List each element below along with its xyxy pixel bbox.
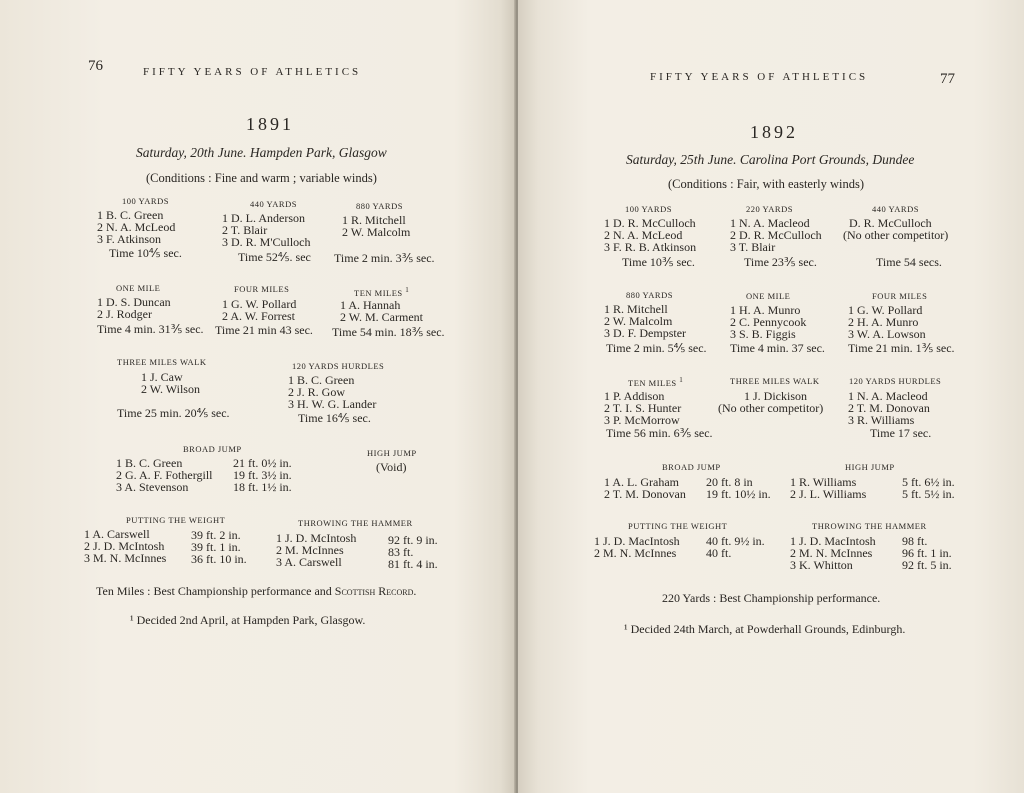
result-line: 2 J. D. McIntosh (84, 539, 165, 553)
event-title: THREE MILES WALK (117, 357, 207, 367)
result-mark: 18 ft. 1½ in. (233, 480, 292, 494)
result-line: 3 S. B. Figgis (730, 327, 796, 341)
event-time: Time 54 secs. (876, 255, 942, 269)
result-line: 1 R. Mitchell (604, 302, 668, 316)
result-line: 2 M. McInnes (276, 543, 344, 557)
event-title: FOUR MILES (872, 291, 928, 301)
event-time: Time 2 min. 3⅗ sec. (334, 251, 435, 265)
result-mark: 92 ft. 9 in. (388, 533, 438, 547)
result-mark: 40 ft. 9½ in. (706, 534, 765, 548)
result-line: 2 J. L. Williams (790, 487, 867, 501)
result-line: 3 P. McMorrow (604, 413, 680, 427)
event-time: Time 17 sec. (870, 426, 932, 440)
result-line: 3 D. R. M'Culloch (222, 235, 311, 249)
result-line: 2 D. R. McCulloch (730, 228, 822, 242)
result-line: 3 D. F. Dempster (604, 326, 687, 340)
result-line: 1 R. Williams (790, 475, 857, 489)
result-line: 3 T. Blair (730, 240, 776, 254)
event-title: 440 YARDS (872, 204, 919, 214)
result-line: 1 G. W. Pollard (848, 303, 923, 317)
result-mark: 20 ft. 8 in (706, 475, 753, 489)
result-line: 2 T. I. S. Hunter (604, 401, 682, 415)
result-line: 3 F. Atkinson (97, 232, 162, 246)
event-title: BROAD JUMP (662, 462, 721, 472)
record-note (96, 584, 416, 599)
result-line: (No other competitor) (718, 401, 824, 415)
event-title: HIGH JUMP (367, 448, 417, 458)
meeting-date-venue: Saturday, 20th June. Hampden Park, Glasgow (136, 145, 387, 160)
result-line: 2 T. Blair (222, 223, 268, 237)
result-line: 1 A. Carswell (84, 527, 150, 541)
event-time: Time 16⅘ sec. (298, 411, 371, 425)
event-time: Time 54 min. 18⅗ sec. (332, 325, 445, 339)
result-line: 2 A. W. Forrest (222, 309, 296, 323)
result-line: 1 A. L. Graham (604, 475, 679, 489)
page-number: 77 (940, 71, 955, 87)
result-mark: 39 ft. 2 in. (191, 528, 241, 542)
event-time: Time 25 min. 20⅘ sec. (117, 406, 230, 420)
result-line: 1 J. Dickison (744, 389, 807, 403)
event-title: HIGH JUMP (845, 462, 895, 472)
event-title: 100 YARDS (122, 196, 169, 206)
event-title: 880 YARDS (356, 201, 403, 211)
event-title (354, 286, 409, 298)
year-heading: 1891 (246, 114, 294, 134)
result-mark: 5 ft. 6½ in. (902, 475, 955, 489)
result-mark: 81 ft. 4 in. (388, 557, 438, 571)
right-page (518, 0, 1024, 793)
result-line: 1 J. D. McIntosh (276, 531, 357, 545)
record-note: 220 Yards : Best Championship performance. (662, 591, 881, 605)
result-line: 2 J. Rodger (97, 307, 152, 321)
event-time: Time 56 min. 6⅗ sec. (606, 426, 713, 440)
result-line: (No other competitor) (843, 228, 949, 242)
result-line: 2 T. M. Donovan (848, 401, 930, 415)
weather-conditions: (Conditions : Fair, with easterly winds) (668, 177, 865, 191)
event-title: ONE MILE (746, 291, 791, 301)
event-title: THROWING THE HAMMER (812, 521, 927, 531)
result-mark: 98 ft. (902, 534, 928, 548)
event-time: Time 10⅗ sec. (622, 255, 695, 269)
result-line: 2 M. N. McInnes (790, 546, 873, 560)
event-title: BROAD JUMP (183, 444, 242, 454)
result-mark: 92 ft. 5 in. (902, 558, 952, 572)
page-number: 76 (88, 58, 103, 74)
result-line: 1 J. Caw (141, 370, 183, 384)
result-line: 3 W. A. Lowson (848, 327, 926, 341)
result-line: 1 J. D. MacIntosh (594, 534, 680, 548)
event-time: Time 52⅘. sec (238, 250, 311, 264)
event-title: 100 YARDS (625, 204, 672, 214)
event-title: THREE MILES WALK (730, 376, 820, 386)
result-line: 1 B. C. Green (116, 456, 183, 470)
event-title: PUTTING THE WEIGHT (628, 521, 728, 531)
footnote-marker: 1 (679, 376, 684, 384)
result-line: 2 H. A. Munro (848, 315, 919, 329)
result-line: 1 D. R. McCulloch (604, 216, 696, 230)
result-mark: 19 ft. 10½ in. (706, 487, 771, 501)
result-line: 1 A. Hannah (340, 298, 401, 312)
result-line: 1 B. C. Green (97, 208, 164, 222)
result-line: 1 G. W. Pollard (222, 297, 297, 311)
result-line: 1 B. C. Green (288, 373, 355, 387)
result-mark: 39 ft. 1 in. (191, 540, 241, 554)
result-mark: 21 ft. 0½ in. (233, 456, 292, 470)
event-title: THROWING THE HAMMER (298, 518, 413, 528)
result-line: 1 H. A. Munro (730, 303, 801, 317)
result-line: 3 R. Williams (848, 413, 915, 427)
result-line: 2 W. Malcolm (604, 314, 673, 328)
event-title (628, 376, 683, 388)
meeting-date-venue: Saturday, 25th June. Carolina Port Grounds, Dundee (626, 152, 915, 167)
event-time: Time 2 min. 5⅘ sec. (606, 341, 707, 355)
result-line: 1 J. D. MacIntosh (790, 534, 876, 548)
result-mark: 96 ft. 1 in. (902, 546, 952, 560)
event-time: Time 23⅗ sec. (744, 255, 817, 269)
result-line: 2 T. M. Donovan (604, 487, 686, 501)
event-title: 120 YARDS HURDLES (849, 376, 942, 386)
event-title-text: TEN MILES (354, 287, 403, 298)
result-line: 2 N. A. McLeod (97, 220, 176, 234)
result-line: 1 P. Addison (604, 389, 665, 403)
result-mark: 83 ft. (388, 545, 414, 559)
event-time: Time 21 min 43 sec. (215, 323, 313, 337)
result-line: 2 J. R. Gow (288, 385, 346, 399)
result-line: 3 A. Carswell (276, 555, 342, 569)
event-title: PUTTING THE WEIGHT (126, 515, 226, 525)
result-line: 1 N. A. Macleod (730, 216, 810, 230)
result-line: (Void) (376, 460, 407, 474)
result-line: 2 W. Wilson (141, 382, 200, 396)
result-line: 1 D. S. Duncan (97, 295, 171, 309)
result-line: 1 D. L. Anderson (222, 211, 305, 225)
event-title: 220 YARDS (746, 204, 793, 214)
record-note-text: Ten Miles : Best Championship performance and (96, 584, 335, 598)
result-line: 2 W. Malcolm (342, 225, 411, 239)
result-line: 3 F. R. B. Atkinson (604, 240, 697, 254)
event-title: 440 YARDS (250, 199, 297, 209)
result-line: 3 H. W. G. Lander (288, 397, 377, 411)
result-line: 2 W. M. Carment (340, 310, 423, 324)
result-mark: 19 ft. 3½ in. (233, 468, 292, 482)
year-heading: 1892 (750, 122, 798, 142)
event-title-text: TEN MILES (628, 377, 677, 388)
result-mark: 36 ft. 10 in. (191, 552, 247, 566)
result-line: 3 K. Whitton (790, 558, 853, 572)
result-line: 1 N. A. Macleod (848, 389, 928, 403)
event-time: Time 4 min. 31⅗ sec. (97, 322, 204, 336)
result-line: 2 M. N. McInnes (594, 546, 677, 560)
weather-conditions: (Conditions : Fine and warm ; variable winds) (146, 171, 377, 185)
record-note-smallcaps: Scottish Record. (334, 584, 417, 598)
event-title: 880 YARDS (626, 290, 673, 300)
result-line: D. R. McCulloch (849, 216, 932, 230)
result-line: 3 A. Stevenson (116, 480, 189, 494)
result-mark: 40 ft. (706, 546, 732, 560)
running-head: FIFTY YEARS OF ATHLETICS (650, 71, 869, 83)
event-title: FOUR MILES (234, 284, 290, 294)
event-time: Time 10⅘ sec. (109, 246, 182, 260)
event-title: ONE MILE (116, 283, 161, 293)
footnote: ¹ Decided 2nd April, at Hampden Park, Glasgow. (130, 613, 366, 627)
result-line: 3 M. N. McInnes (84, 551, 167, 565)
result-line: 2 C. Pennycook (730, 315, 807, 329)
running-head: FIFTY YEARS OF ATHLETICS (143, 66, 362, 78)
result-line: 2 G. A. F. Fothergill (116, 468, 213, 482)
event-title: 120 YARDS HURDLES (292, 361, 385, 371)
event-time: Time 21 min. 1⅗ sec. (848, 341, 955, 355)
result-line: 2 N. A. McLeod (604, 228, 683, 242)
event-time: Time 4 min. 37 sec. (730, 341, 825, 355)
result-mark: 5 ft. 5½ in. (902, 487, 955, 501)
result-line: 1 R. Mitchell (342, 213, 406, 227)
footnote-marker: 1 (405, 286, 410, 294)
footnote: ¹ Decided 24th March, at Powderhall Grounds, Edinburgh. (624, 622, 906, 636)
